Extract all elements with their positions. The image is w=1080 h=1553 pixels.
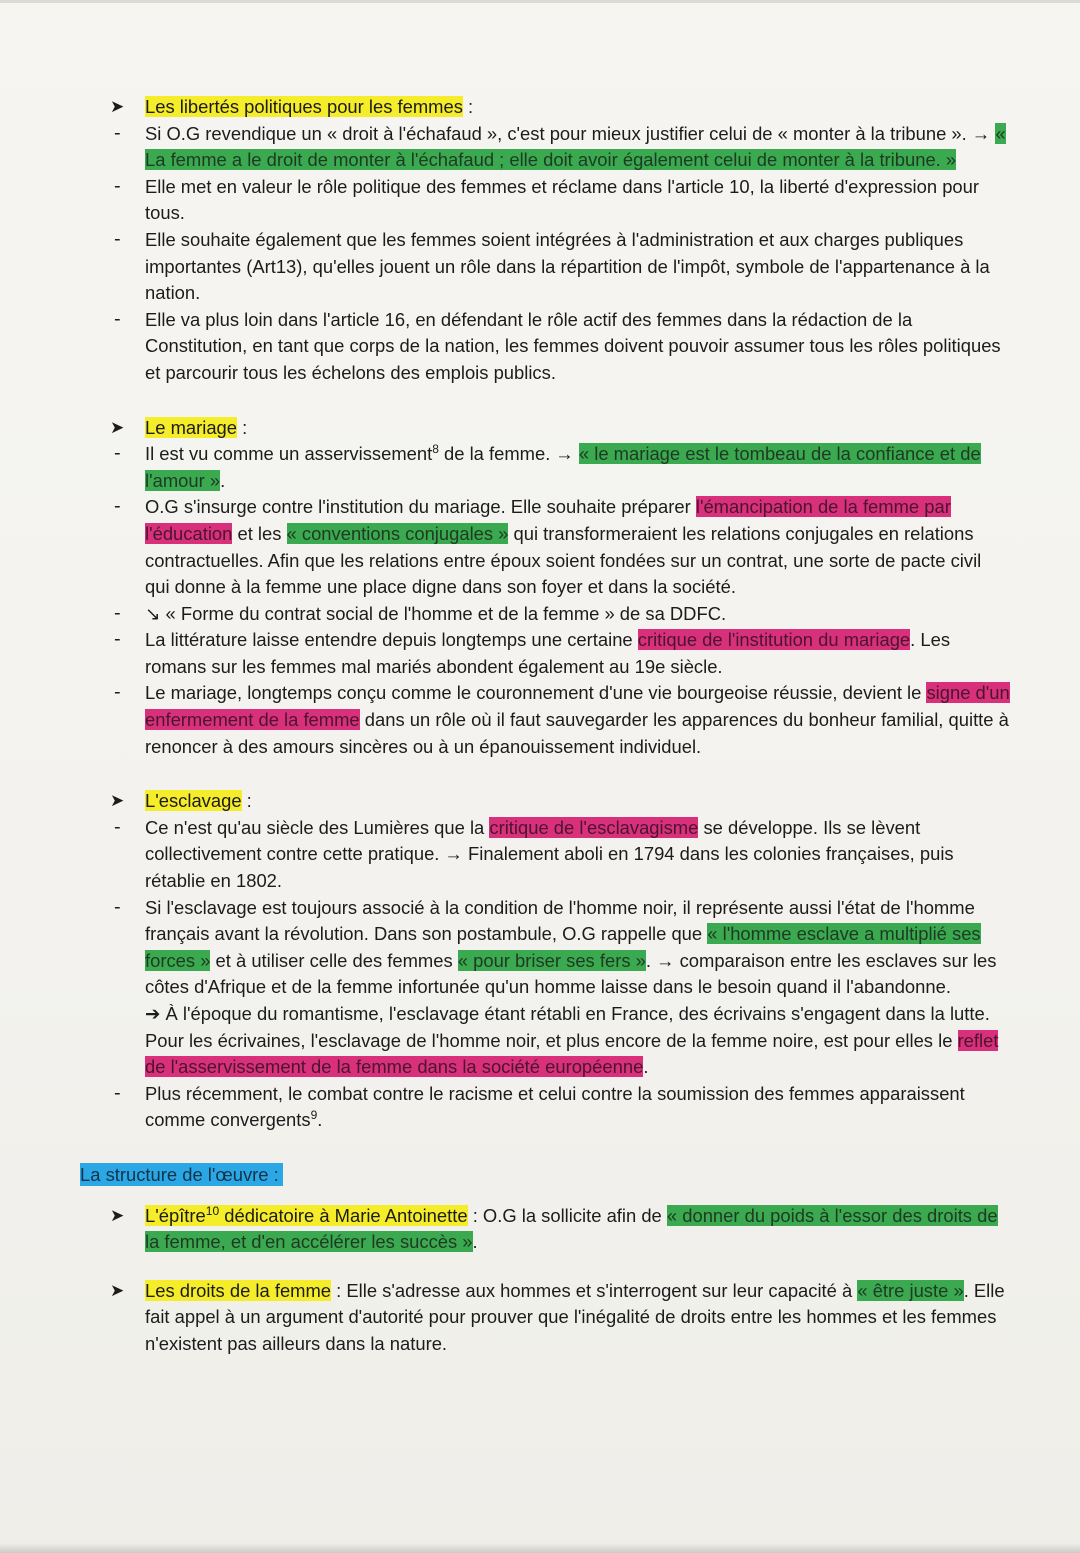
text: dédicatoire à Marie Antoinette <box>219 1204 468 1226</box>
text: Si l'esclavage est toujours associé à la condition de l'homme noir, il représente aussi l'état de l'homme français avant la révolution. Dans son postambule, O.G rappelle que <box>145 896 975 945</box>
footnote-ref: 8 <box>432 442 439 456</box>
text: . <box>317 1109 323 1131</box>
footnote-ref: 10 <box>205 1203 220 1218</box>
list-item <box>110 601 1010 628</box>
dash-bullet-icon: - <box>114 443 121 465</box>
dash-bullet-icon: - <box>114 175 121 197</box>
text: Elle souhaite également que les femmes soient intégrées à l'administration et aux charges publiques importantes (Art13), qu'elles jouent un rôle dans la répartition de l'impôt, symbole de l'appartenance à la nation. <box>145 228 990 304</box>
quote-highlight: « conventions conjugales » <box>286 522 509 544</box>
dash-bullet-icon: - <box>114 122 121 144</box>
dash-bullet-icon: - <box>114 496 121 518</box>
quote-highlight: « pour briser ses fers » <box>457 949 646 971</box>
dash-bullet-icon: - <box>114 629 121 651</box>
quote-highlight: « l'homme esclave a multiplié ses forces » <box>145 923 981 971</box>
list-item <box>110 441 1010 494</box>
heading-suffix: : <box>462 96 474 117</box>
quote-highlight: « le mariage est le tombeau de la confiance et de l'amour » <box>145 443 981 491</box>
dash-bullet-icon: - <box>114 682 121 704</box>
section-rights-of-women <box>110 1278 1010 1358</box>
list-item <box>110 680 1010 760</box>
section-marriage <box>110 415 1010 761</box>
notes-content <box>80 94 1010 1386</box>
text: Le mariage, longtemps conçu comme le couronnement d'une vie bourgeoise réussie, devient le <box>145 682 927 704</box>
text: de la femme. → <box>438 443 579 465</box>
quote-highlight: « La femme a le droit de monter à l'échafaud ; elle doit avoir également celui de monter à la tribune. » <box>145 122 1006 171</box>
text: . Elle fait appel à un argument d'autorité pour prouver que l'inégalité de droits entre les hommes et les femmes n'existent pas ailleurs dans la nature. <box>145 1279 1005 1354</box>
section-heading <box>110 415 1010 442</box>
text: . <box>220 469 226 491</box>
key-idea-highlight: reflet de l'asservissement de la femme dans la société européenne <box>145 1029 999 1078</box>
dash-bullet-icon: - <box>114 228 121 250</box>
quote-highlight: « être juste » <box>857 1279 964 1301</box>
text: Elle met en valeur le rôle politique des femmes et réclame dans l'article 10, la liberté d'expression pour tous. <box>145 175 979 224</box>
text: . <box>643 1056 649 1078</box>
text: et à utiliser celle des femmes <box>210 949 458 971</box>
arrow-bullet-icon: ➤ <box>110 417 125 438</box>
text: : Elle s'adresse aux hommes et s'interrogent sur leur capacité à <box>331 1279 858 1301</box>
text: Elle va plus loin dans l'article 16, en défendant le rôle actif des femmes dans la rédaction de la Constitution, en tant que corps de la nation, les femmes doivent pouvoir assumer tous les rôles politiques et parcourir tous les échelons des emplois publics. <box>145 308 1001 383</box>
arrow-bullet-icon: ➤ <box>110 97 125 117</box>
text: Ce n'est qu'au siècle des Lumières que la <box>145 816 490 838</box>
heading-highlight: L'esclavage <box>145 790 242 812</box>
list-item <box>110 627 1010 680</box>
dash-bullet-icon: - <box>114 308 121 330</box>
text: . Les romans sur les femmes mal mariés abondent également au 19e siècle. <box>145 629 951 677</box>
heading-highlight <box>145 1205 468 1226</box>
text: ➔ À l'époque du romantisme, l'esclavage étant rétabli en France, des écrivains s'engagent dans la lutte. Pour les écrivaines, l'esclavage de l'homme noir, et plus encore de la femme noire, est pour elles le <box>145 1003 990 1051</box>
key-idea-highlight: critique de l'institution du mariage <box>637 629 911 651</box>
structure-heading <box>80 1162 980 1189</box>
text: O.G s'insurge contre l'institution du mariage. Elle souhaite préparer <box>145 496 696 518</box>
dash-bullet-icon: - <box>114 602 121 624</box>
list-item <box>110 307 1010 387</box>
arrow-bullet-icon: ➤ <box>110 1280 125 1301</box>
list-item <box>110 1081 1010 1134</box>
list-item <box>110 121 1010 174</box>
heading-highlight: Le mariage <box>145 416 238 438</box>
text: ↘ « Forme du contrat social de l'homme et de la femme » de sa DDFC. <box>145 602 727 624</box>
heading-highlight: Les libertés politiques pour les femmes <box>145 96 463 117</box>
dash-bullet-icon: - <box>114 1082 121 1104</box>
structure-heading-highlight: La structure de l'œuvre : <box>80 1163 283 1186</box>
text: qui transformeraient les relations conjugales en relations contractuelles. Afin que les relations entre époux soient fondées sur un contrat, une sorte de pacte civil qui donne à la femme une place digne dans son foyer et dans la société. <box>145 522 982 598</box>
text: . → comparaison entre les esclaves sur les côtes d'Afrique et de la femme infortunée qu'un homme laisse dans le besoin quand il l'abandonne. <box>145 949 997 998</box>
key-idea-highlight: l'émancipation de la femme par l'éducation <box>145 496 951 544</box>
text: dans un rôle où il faut sauvegarder les apparences du bonheur familial, quitte à renoncer à des amours sincères ou à un épanouissement individuel. <box>145 709 1009 757</box>
page-top-edge <box>0 0 1080 3</box>
text: Plus récemment, le combat contre le racisme et celui contre la soumission des femmes apparaissent comme convergents <box>145 1082 965 1131</box>
list-item <box>110 494 1010 600</box>
list-item <box>110 227 1010 307</box>
dash-bullet-icon: - <box>114 816 121 838</box>
text: et les <box>232 522 287 544</box>
heading-suffix: : <box>237 416 248 438</box>
text: : O.G la sollicite afin de <box>467 1204 667 1226</box>
list-item <box>110 895 1010 1081</box>
arrow-bullet-icon: ➤ <box>110 791 125 812</box>
heading-highlight: Les droits de la femme <box>145 1279 332 1301</box>
text: Si O.G revendique un « droit à l'échafaud », c'est pour mieux justifier celui de « monter à la tribune ». → <box>145 122 996 144</box>
list-item <box>110 815 1010 895</box>
section-political-liberties <box>110 94 1010 387</box>
text: Il est vu comme un asservissement <box>145 443 433 465</box>
key-idea-highlight: signe d'un enfermement de la femme <box>145 682 1010 731</box>
text: La littérature laisse entendre depuis longtemps une certaine <box>145 629 638 651</box>
key-idea-highlight: critique de l'esclavagisme <box>489 816 699 838</box>
dash-bullet-icon: - <box>114 896 121 918</box>
text: se développe. Ils se lèvent collectivement contre cette pratique. → Finalement aboli en 1794 dans les colonies françaises, puis rétablie en 1802. <box>145 816 954 892</box>
section-epistle <box>110 1203 1010 1256</box>
text: L'épître <box>145 1204 206 1226</box>
arrow-bullet-icon: ➤ <box>110 1205 125 1226</box>
section-slavery <box>110 788 1010 1134</box>
quote-highlight: « donner du poids à l'essor des droits de la femme, et d'en accélérer les succès » <box>145 1204 998 1253</box>
footnote-ref: 9 <box>310 1108 318 1123</box>
list-item <box>110 1203 1010 1256</box>
text: . <box>472 1231 478 1253</box>
section-heading <box>110 94 1010 121</box>
heading-suffix: : <box>241 790 252 812</box>
list-item <box>110 174 1010 227</box>
list-item <box>110 1278 1010 1358</box>
section-heading <box>110 788 1010 815</box>
